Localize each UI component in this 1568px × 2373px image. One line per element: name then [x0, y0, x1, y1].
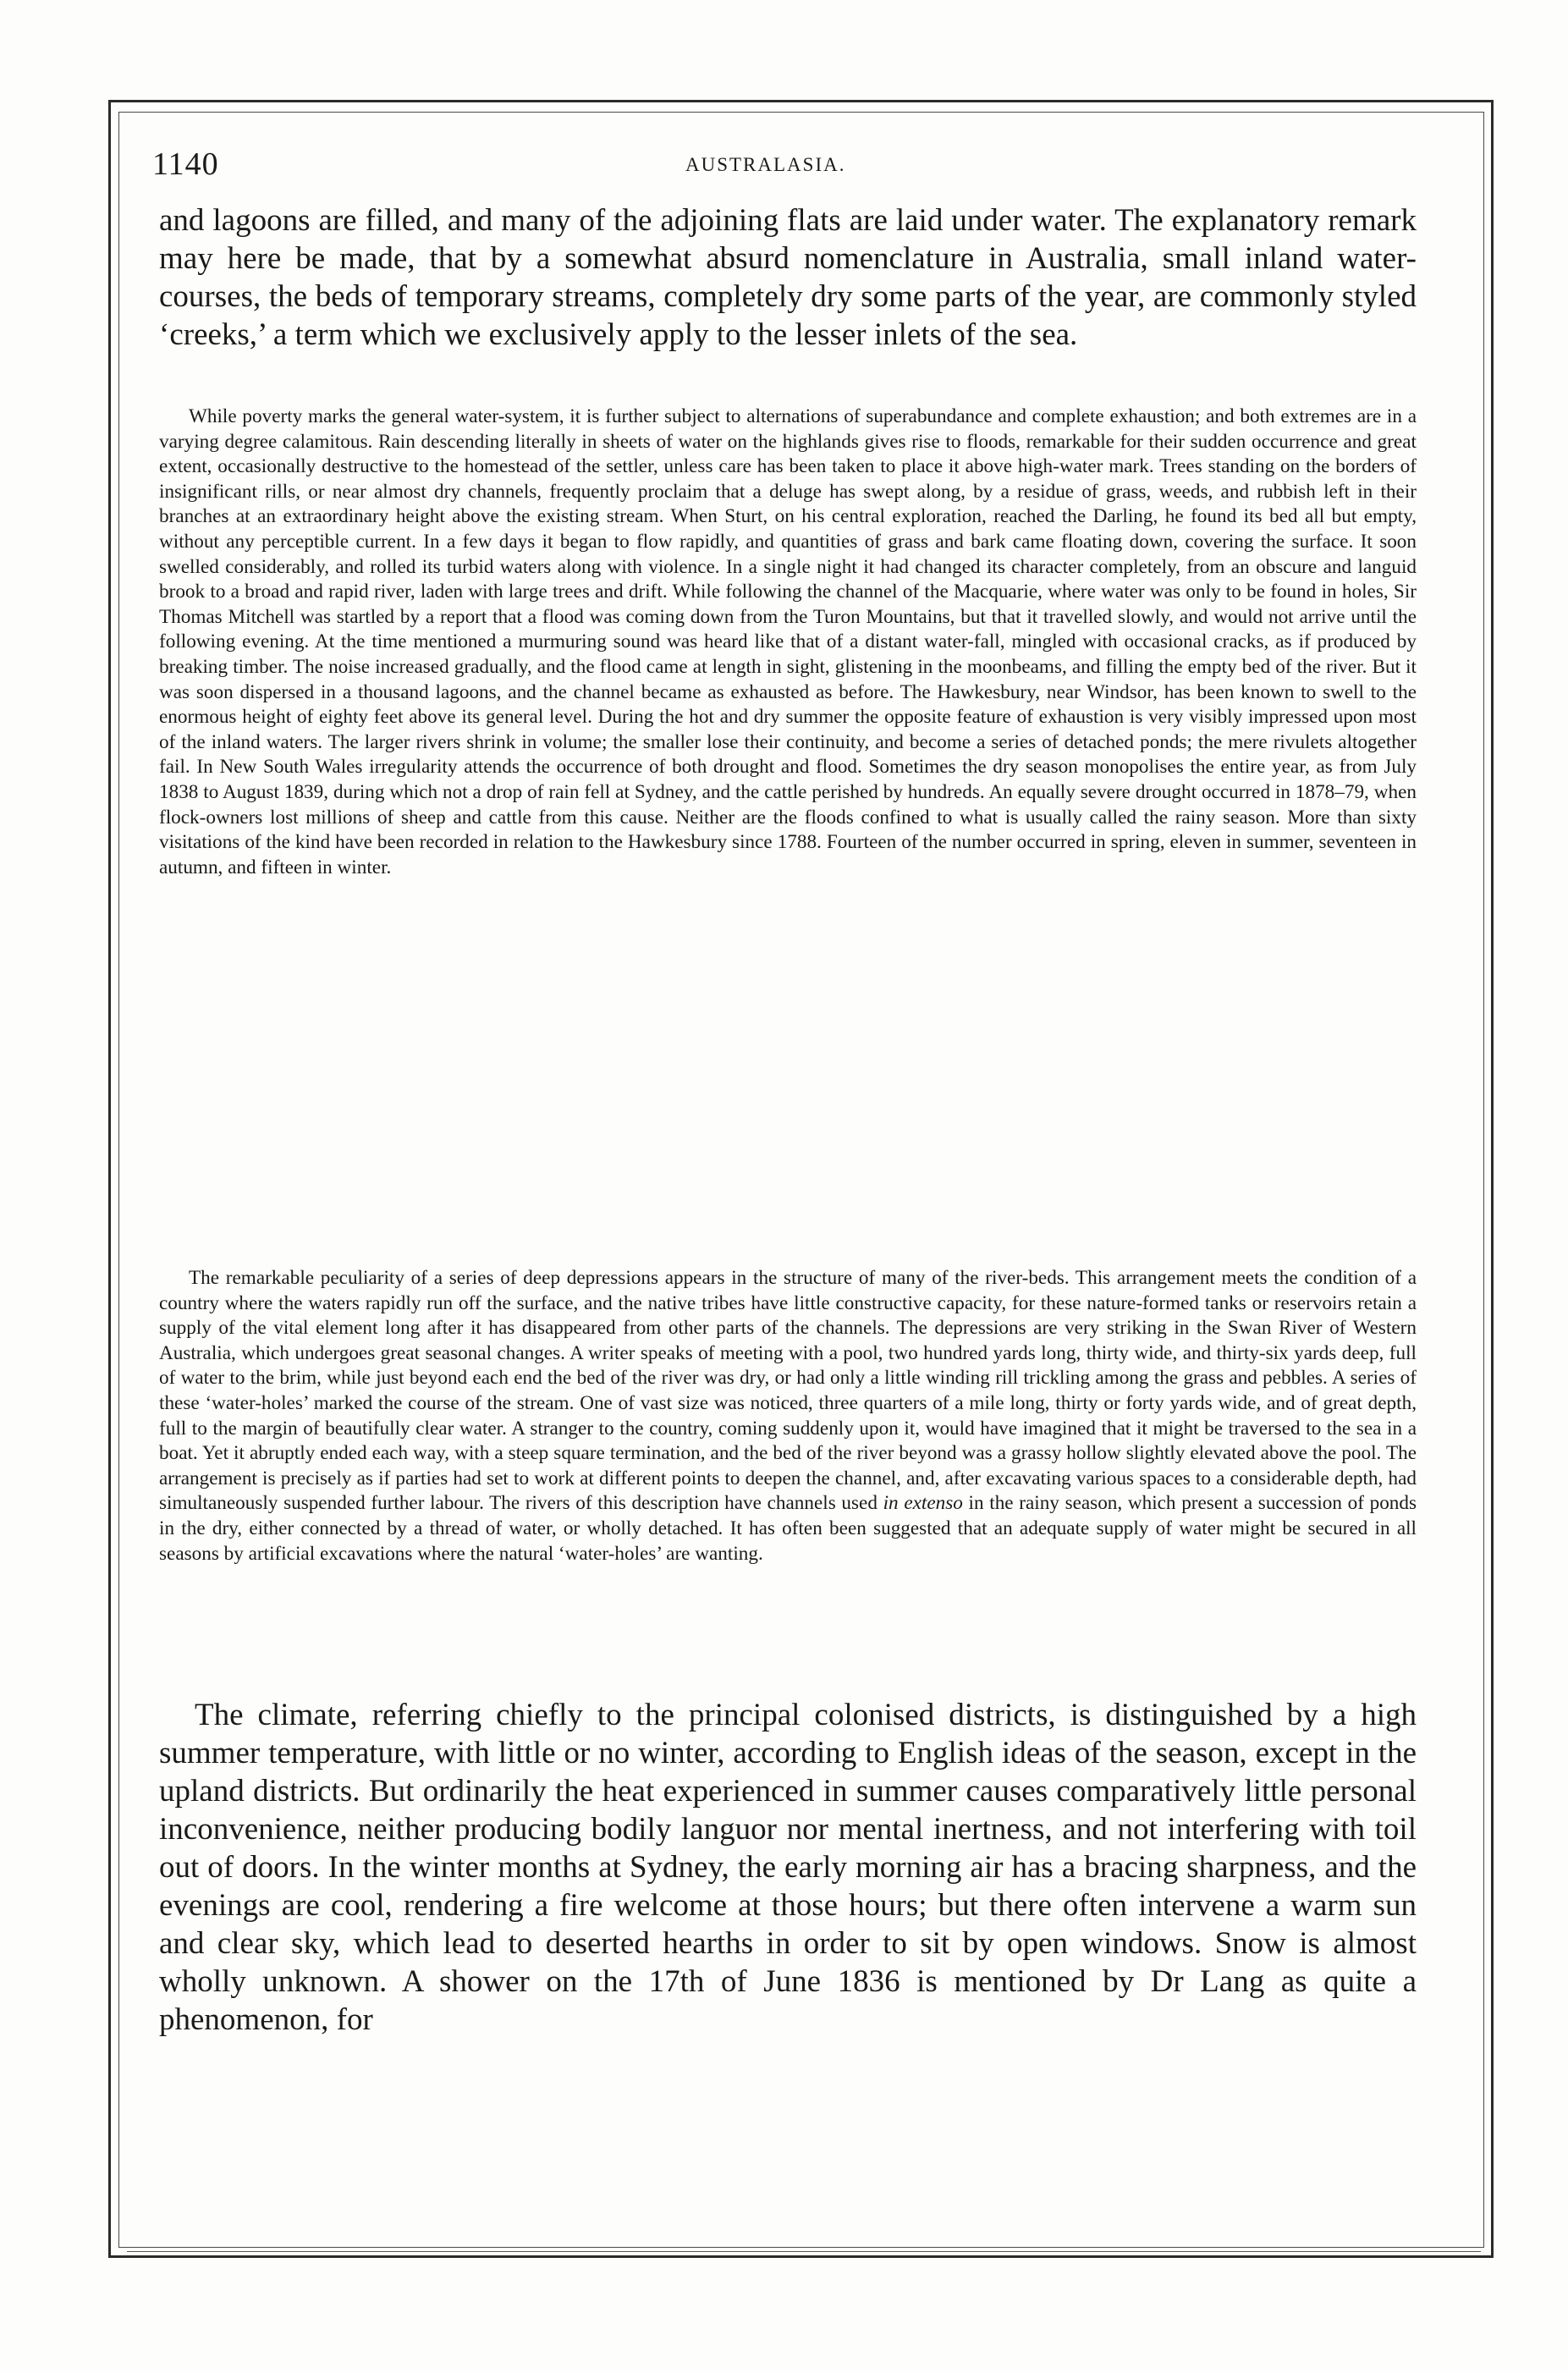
page-number: 1140 [152, 146, 219, 182]
paragraph-water-holes-text-b: in the rainy season, which present a succession of ponds in the dry, either connected by a thread of water, or wholly detached. It has often been suggested that an adequate supply of water might be secured in all seasons by artificial excavations where the natural ‘water-holes’ are wanting. [159, 1492, 1417, 1565]
paragraph-water-holes [159, 1266, 1417, 1566]
paragraph-climate: The climate, referring chiefly to the principal colonised districts, is distinguished by a high summer temperature, with little or no winter, according to English ideas of the season, except in the upland districts. But ordinarily the heat experienced in summer causes comparatively little personal inconvenience, neither producing bodily languor nor mental inertness, and not interfering with toil out of doors. In the winter months at Sydney, the early morning air has a bracing sharpness, and the evenings are cool, rendering a fire welcome at those hours; but there often intervene a warm sun and clear sky, which lead to deserted hearths in order to sit by open windows. Snow is almost wholly unknown. A shower on the 17th of June 1836 is mentioned by Dr Lang as quite a phenomenon, for [159, 1698, 1417, 2037]
paragraph-floods-droughts: While poverty marks the general water-system, it is further subject to alternations of superabundance and complete exhaustion; and both extremes are in a varying degree calamitous. Rain descending literally in sheets of water on the highlands gives rise to floods, remarkable for their sudden occurrence and great extent, occasionally destructive to the homestead of the settler, unless care has been taken to place it above high-water mark. Trees standing on the borders of insignificant rills, or near almost dry channels, frequently proclaim that a deluge has swept along, by a residue of grass, weeds, and rubbish left in their branches at an extraordinary height above the existing stream. When Sturt, on his central exploration, reached the Darling, he found its bed all but empty, without any perceptible current. In a few days it began to flow rapidly, and quantities of grass and bark came floating down, covering the surface. It soon swelled considerably, and rolled its turbid waters along with violence. In a single night it had changed its character completely, from an obscure and languid brook to a broad and rapid river, laden with large trees and drift. While following the channel of the Macquarie, where water was only to be found in holes, Sir Thomas Mitchell was startled by a report that a flood was coming down from the Turon Mountains, but that it travelled slowly, and would not arrive until the following evening. At the time mentioned a murmuring sound was heard like that of a distant water-fall, mingled with occasional cracks, as if produced by breaking timber. The noise increased gradually, and the flood came at length in sight, glistening in the moonbeams, and filling the empty bed of the river. But it was soon dispersed in a thousand lagoons, and the channel became as exhausted as before. The Hawkesbury, near Windsor, has been known to swell to the enormous height of eighty feet above its general level. During the hot and dry summer the opposite feature of exhaustion is very visibly impressed upon most of the inland waters. The larger rivers shrink in volume; the smaller lose their continuity, and become a series of detached ponds; the mere rivulets altogether fail. In New South Wales irregularity attends the occurrence of both drought and flood. Sometimes the dry season monopolises the entire year, as from July 1838 to August 1839, during which not a drop of rain fell at Sydney, and the cattle perished by hundreds. An equally severe drought occurred in 1878–79, when flock-owners lost millions of sheep and cattle from this cause. Neither are the floods confined to what is usually called the rainy season. More than sixty visitations of the kind have been recorded in relation to the Hawkesbury since 1788. Fourteen of the number occurred in spring, eleven in summer, seventeen in autumn, and fifteen in winter. [159, 405, 1417, 878]
bottom-rule [127, 2251, 1481, 2252]
running-head [152, 146, 1422, 188]
italic-phrase: in extenso [883, 1492, 963, 1515]
running-title: AUSTRALASIA. [685, 154, 846, 175]
paragraph-water-holes-text-a: The remarkable peculiarity of a series of deep depressions appears in the structure of many of the river-beds. This arrangement meets the condition of a country where the waters rapidly run off the surface, and the native tribes have little constructive capacity, for these nature-formed tanks or reservoirs retain a supply of the vital element long after it has disappeared from other parts of the channels. The depressions are very striking in the Swan River of Western Australia, which undergoes great seasonal changes. A writer speaks of meeting with a pool, two hundred yards long, thirty wide, and thirty-six yards deep, full of water to the brim, while just beyond each end the bed of the river was dry, or had only a little winding rill trickling among the grass and pebbles. A series of these ‘water-holes’ marked the course of the stream. One of vast size was noticed, three quarters of a mile long, thirty or forty yards wide, and of great depth, full to the margin of beautifully clear water. A stranger to the country, coming suddenly upon it, would have imagined that it might be traversed to the sea in a boat. Yet it abruptly ended each way, with a steep square termination, and the bed of the river beyond was a grassy hollow slightly elevated above the pool. The arrangement is precisely as if parties had set to work at different points to deepen the channel, and, after excavating various spaces to a considerable depth, had simultaneously suspended further labour. The rivers of this description have channels used [159, 1267, 1417, 1515]
paragraph-continuation: and lagoons are filled, and many of the adjoining flats are laid under water. The explanatory remark may here be made, that by a somewhat absurd nomenclature in Australia, small inland water-courses, the beds of temporary streams, completely dry some parts of the year, are commonly styled ‘creeks,’ a term which we exclusively apply to the lesser inlets of the sea. [159, 203, 1417, 352]
